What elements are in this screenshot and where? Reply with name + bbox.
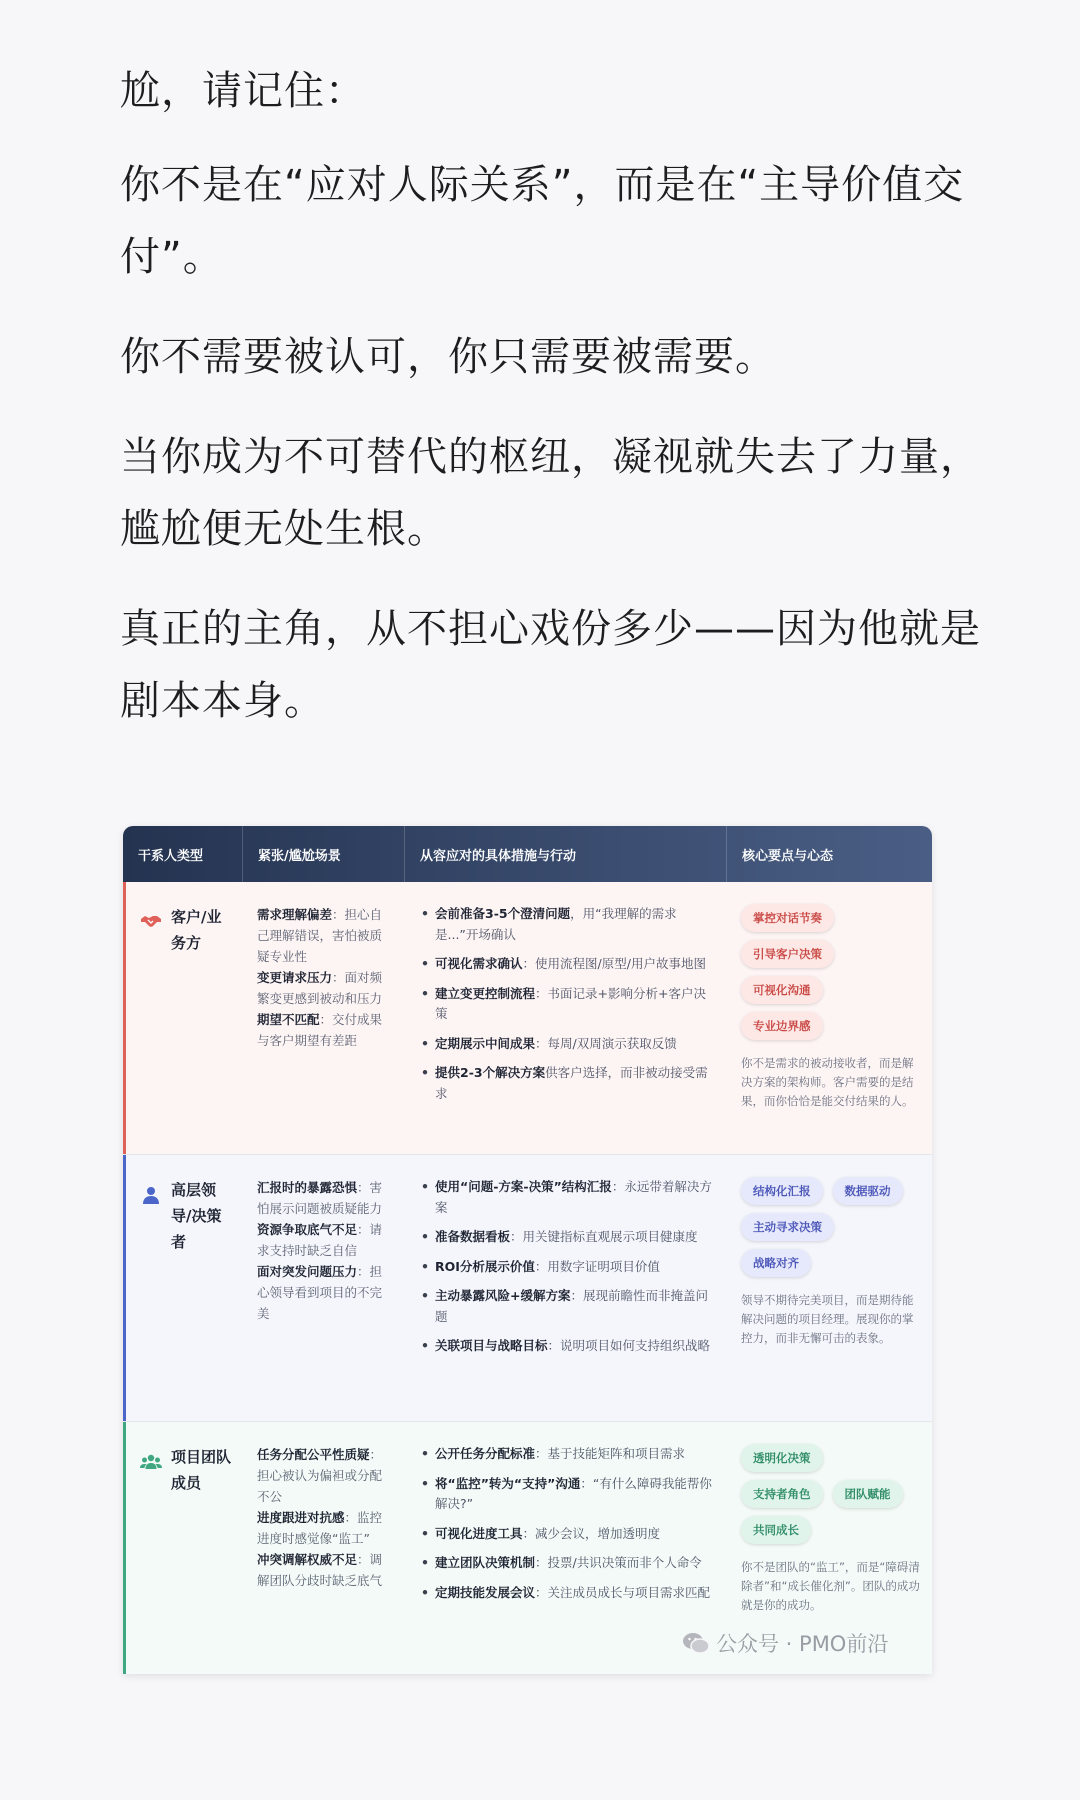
wechat-icon — [682, 1631, 710, 1655]
team-icon — [139, 1450, 163, 1474]
mindset-note: 你不是团队的“监工”，而是“障碍清除者”和“成长催化剂”。团队的成功就是你的成功。 — [741, 1560, 920, 1612]
action-title: 建立团队决策机制 — [435, 1555, 536, 1570]
watermark — [682, 1628, 888, 1658]
actions-list — [419, 1444, 715, 1603]
tag-group — [741, 904, 921, 1040]
action-item — [435, 1177, 715, 1218]
actions-list — [419, 1177, 715, 1357]
action-title: ROI分析展示价值 — [435, 1258, 535, 1274]
scene-text: ：面对频繁变更感到被动和压力 — [257, 970, 383, 1006]
mindset-tag: 共同成长 — [741, 1516, 811, 1544]
mindset-note: 领导不期待完美项目，而是期待能解决问题的项目经理。展现你的掌控力，而非无懈可击的表象。 — [741, 1293, 914, 1345]
action-title: 主动暴露风险+缓解方案 — [435, 1288, 571, 1303]
mindset-tag: 结构化汇报 — [741, 1177, 823, 1205]
action-title: 准备数据看板 — [435, 1229, 511, 1244]
scene-text: ：担心被认为偏袒或分配不公 — [257, 1447, 383, 1504]
action-item — [435, 1257, 715, 1278]
action-text: ：投票/共识决策而非个人命令 — [535, 1555, 702, 1570]
action-text: ：减少会议，增加透明度 — [522, 1525, 661, 1541]
scene-text: ：担心自己理解错误，害怕被质疑专业性 — [257, 907, 383, 964]
table-header — [123, 826, 932, 882]
action-item — [435, 904, 715, 945]
action-text: ：展现前瞻性而非掩盖问题 — [435, 1288, 708, 1324]
mindset-tag: 引导客户决策 — [741, 940, 834, 968]
action-title: 可视化进度工具 — [435, 1525, 523, 1541]
scene-text: ：担心领导看到项目的不完美 — [257, 1264, 383, 1321]
action-item — [435, 1444, 715, 1465]
article-body — [120, 55, 1020, 765]
article-paragraph: 当你成为不可替代的枢纽，凝视就失去了力量，尴尬便无处生根。 — [120, 434, 981, 552]
scene-title: 变更请求压力 — [257, 970, 333, 985]
stakeholder-type-cell — [123, 882, 243, 1154]
action-text: ：使用流程图/原型/用户故事地图 — [522, 956, 706, 971]
action-text: 供客户选择，而非被动接受需求 — [435, 1065, 708, 1101]
action-text: ：说明项目如何支持组织战略 — [547, 1338, 711, 1353]
action-title: 建立变更控制流程 — [435, 985, 536, 1001]
scene-title: 汇报时的暴露恐惧 — [257, 1180, 358, 1195]
action-item — [435, 1336, 715, 1357]
scene-text: ：调解团队分歧时缺乏底气 — [257, 1552, 383, 1588]
action-text: ：每周/双周演示获取反馈 — [535, 1035, 677, 1051]
tag-group — [741, 1444, 921, 1544]
action-text: ：用关键指标直观展示项目健康度 — [510, 1229, 698, 1244]
action-title: 提供2-3个解决方案 — [435, 1065, 546, 1080]
action-title: 定期展示中间成果 — [435, 1035, 536, 1051]
stakeholder-type-label: 高层领导/决策者 — [171, 1181, 222, 1251]
article-paragraph: 真正的主角，从不担心戏份多少——因为他就是剧本本身。 — [120, 606, 981, 724]
scene-cell — [243, 882, 405, 1154]
action-text: ，用“我理解的需求是...”开场确认 — [435, 906, 677, 942]
scene-title: 资源争取底气不足 — [257, 1222, 358, 1237]
action-title: 使用“问题-方案-决策”结构汇报 — [435, 1179, 612, 1194]
scene-text: ：交付成果与客户期望有差距 — [257, 1012, 383, 1048]
action-text: ：关注成员成长与项目需求匹配 — [535, 1584, 711, 1600]
action-item — [435, 1063, 715, 1104]
mindset-tag: 掌控对话节奏 — [741, 904, 834, 932]
mindset-tag: 团队赋能 — [833, 1480, 903, 1508]
actions-cell — [405, 1422, 727, 1674]
mindset-tag: 支持者角色 — [741, 1480, 823, 1508]
table-row — [123, 882, 932, 1155]
action-item — [435, 1474, 715, 1515]
header-cell: 核心要点与心态 — [742, 848, 834, 864]
mindset-note: 你不是需求的被动接收者，而是解决方案的架构师。客户需要的是结果，而你恰恰是能交付结果的人。 — [741, 1056, 914, 1108]
scene-title: 需求理解偏差 — [257, 907, 333, 922]
action-item — [435, 984, 715, 1025]
action-item — [435, 1524, 715, 1545]
scene-title: 任务分配公平性质疑 — [257, 1447, 370, 1462]
mindset-tag: 数据驱动 — [833, 1177, 903, 1205]
action-item — [435, 1583, 715, 1604]
scene-text: ：害怕展示问题被质疑能力 — [257, 1180, 383, 1216]
scene-text: ：请求支持时缺乏自信 — [257, 1222, 383, 1258]
action-title: 定期技能发展会议 — [435, 1584, 536, 1600]
action-title: 可视化需求确认 — [435, 956, 523, 971]
stakeholder-type-cell — [123, 1155, 243, 1421]
header-cell: 从容应对的具体措施与行动 — [405, 826, 727, 882]
action-text: ：永远带着解决方案 — [435, 1179, 712, 1215]
mindset-tag: 主动寻求决策 — [741, 1213, 834, 1241]
header-cell: 干系人类型 — [123, 826, 243, 882]
article-paragraph: 你不是在“应对人际关系”，而是在“主导价值交付”。 — [120, 162, 965, 280]
mindset-tag: 透明化决策 — [741, 1444, 823, 1472]
action-item — [435, 1227, 715, 1248]
scene-title: 冲突调解权威不足 — [257, 1552, 358, 1567]
table-row — [123, 1155, 932, 1422]
scene-title: 进度跟进对抗感 — [257, 1510, 345, 1525]
action-text: ：书面记录+影响分析+客户决策 — [435, 985, 706, 1021]
stakeholder-table-image[interactable] — [123, 826, 932, 1674]
scene-title: 期望不匹配 — [257, 1012, 320, 1027]
action-item — [435, 1286, 715, 1327]
article-paragraph: 尬，请记住： — [120, 68, 366, 114]
article-paragraph: 你不需要被认可，你只需要被需要。 — [120, 334, 776, 380]
stakeholder-type-label: 项目团队成员 — [171, 1448, 232, 1492]
actions-list — [419, 904, 715, 1104]
scene-title: 面对突发问题压力 — [257, 1264, 358, 1279]
action-text: ：用数字证明项目价值 — [534, 1258, 660, 1274]
scene-cell — [243, 1155, 405, 1421]
scene-text: ：监控进度时感觉像“监工” — [257, 1510, 383, 1546]
action-title: 将“监控”转为“支持”沟通 — [435, 1475, 581, 1491]
user-icon — [139, 1183, 163, 1207]
mindset-tag: 专业边界感 — [741, 1012, 823, 1040]
scene-cell — [243, 1422, 405, 1674]
stakeholder-type-label: 客户/业务方 — [171, 908, 222, 952]
action-item — [435, 954, 715, 975]
action-title: 会前准备3-5个澄清问题 — [435, 906, 571, 921]
mindset-tag: 可视化沟通 — [741, 976, 823, 1004]
handshake-icon — [139, 910, 163, 934]
actions-cell — [405, 882, 727, 1154]
action-item — [435, 1553, 715, 1574]
watermark-text: 公众号 · PMO前沿 — [716, 1632, 889, 1656]
tag-group — [741, 1177, 921, 1277]
mindset-cell — [727, 882, 932, 1154]
action-text: ：基于技能矩阵和项目需求 — [535, 1446, 686, 1461]
stakeholder-type-cell — [123, 1422, 243, 1674]
action-text: ：“有什么障碍我能帮你解决?” — [435, 1475, 712, 1511]
actions-cell — [405, 1155, 727, 1421]
action-title: 关联项目与战略目标 — [435, 1338, 548, 1353]
mindset-cell — [727, 1155, 932, 1421]
action-item — [435, 1034, 715, 1055]
action-title: 公开任务分配标准 — [435, 1446, 536, 1461]
mindset-tag: 战略对齐 — [741, 1249, 811, 1277]
header-cell: 紧张/尴尬场景 — [243, 826, 405, 882]
